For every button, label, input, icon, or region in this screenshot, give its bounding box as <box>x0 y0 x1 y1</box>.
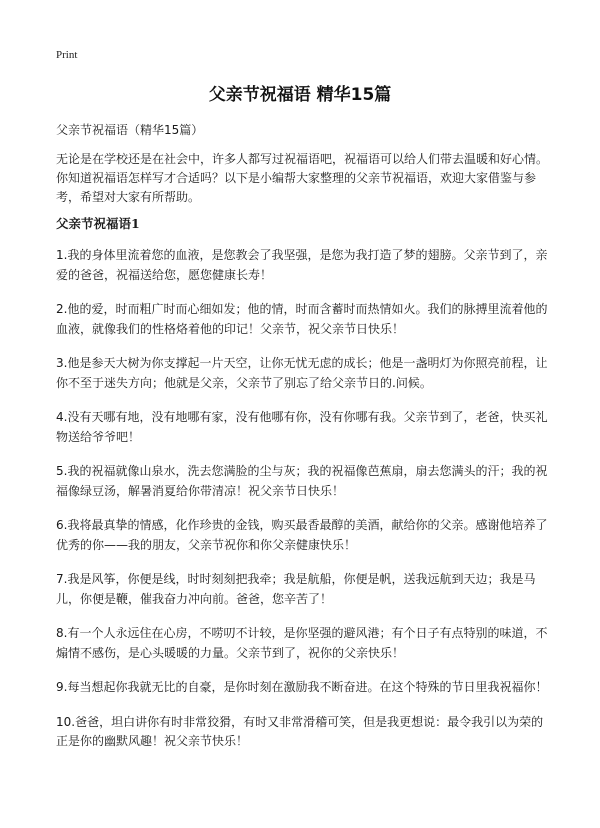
article-subtitle: 父亲节祝福语（精华15篇） <box>56 123 204 137</box>
blessing-item: 7.我是风筝，你便是线，时时刻刻把我牵；我是航船，你便是帆，送我远航到天边；我是马儿，你便是鞭，催我奋力冲向前。爸爸，您辛苦了！ <box>56 572 536 606</box>
blessing-item: 2.他的爱，时而粗广时而心细如发；他的情，时而含蓄时而热情如火。我们的脉搏里流着他的血液，就像我们的性格烙着他的印记！父亲节，祝父亲节日快乐！ <box>56 302 548 336</box>
blessing-list <box>56 246 548 767</box>
blessing-item: 5.我的祝福就像山泉水，洗去您满脸的尘与灰；我的祝福像芭蕉扇，扇去您满头的汗；我的祝福像绿豆汤，解暑消夏给你带清凉！祝父亲节日快乐！ <box>56 464 548 498</box>
blessing-item: 3.他是参天大树为你支撑起一片天空，让你无忧无虑的成长；他是一盏明灯为你照亮前程，让你不至于迷失方向；他就是父亲，父亲节了别忘了给父亲节日的.问候。 <box>56 356 548 390</box>
blessing-item: 6.我将最真挚的情感，化作珍贵的金钱，购买最香最醇的美酒，献给你的父亲。感谢他培养了优秀的你——我的朋友，父亲节祝你和你父亲健康快乐！ <box>56 518 548 552</box>
blessing-item: 10.爸爸，坦白讲你有时非常狡猾，有时又非常滑稽可笑，但是我更想说：最令我引以为荣的正是你的幽默风趣！祝父亲节快乐！ <box>56 714 544 748</box>
blessing-item: 4.没有天哪有地，没有地哪有家，没有他哪有你，没有你哪有我。父亲节到了，老爸，快买礼物送给爷爷吧！ <box>56 410 548 444</box>
section-heading: 父亲节祝福语1 <box>56 216 140 231</box>
blessing-item: 9.每当想起你我就无比的自豪，是你时刻在激励我不断奋进。在这个特殊的节日里我祝福你！ <box>56 680 548 694</box>
print-link[interactable]: Print <box>56 49 78 61</box>
page-title: 父亲节祝福语 精华15篇 <box>208 85 392 105</box>
intro-paragraph: 无论是在学校还是在社会中，许多人都写过祝福语吧，祝福语可以给人们带去温暖和好心情。你知道祝福语怎样写才合适吗？以下是小编帮大家整理的父亲节祝福语，欢迎大家借鉴与参考，希望对大家有所帮助。 <box>56 152 549 204</box>
blessing-item: 1.我的身体里流着您的血液，是您教会了我坚强，是您为我打造了梦的翅膀。父亲节到了，亲爱的爸爸，祝福送给您，愿您健康长寿！ <box>56 248 548 282</box>
blessing-item: 8.有一个人永远住在心房，不唠叨不计较，是你坚强的避风港；有个日子有点特别的味道，不煽情不感伤，是心头暖暖的力量。父亲节到了，祝你的父亲快乐！ <box>56 626 548 660</box>
